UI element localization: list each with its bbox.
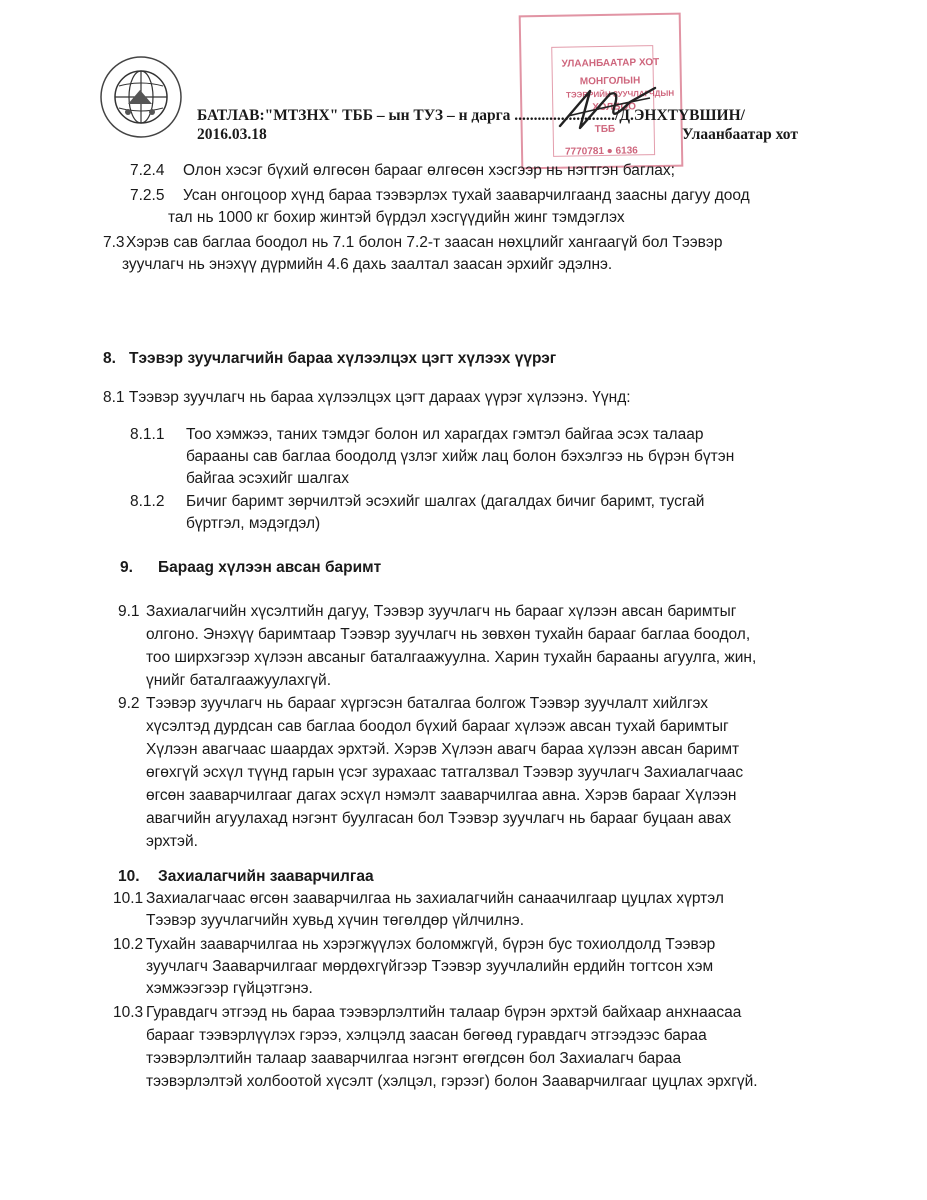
- clause-10-3-line4: тээвэрлэлтэй холбоотой хүсэлт (хэлцэл, гэрээг) болон Зааварчилгааг цуцлах эрхгүй.: [146, 1073, 758, 1090]
- clause-9-1-line2: олгоно. Энэхүү баримтаар Тээвэр зуучлагч нь зөвхөн тухайн бараaг баглаа боодол,: [146, 626, 751, 643]
- clause-8-1: 8.1 Тээвэр зуучлагч нь бараа хүлээлцэх цэгт дараах үүрэг хүлээнэ. Үүнд:: [103, 389, 631, 406]
- clause-9-2-number: 9.2: [118, 695, 140, 712]
- clause-7-2-4-number: 7.2.4: [130, 162, 165, 179]
- clause-7-2-5-line2: тал нь 1000 кг бохир жинтэй бүрдэл хэсгүүдийн жинг тэмдэглэх: [168, 209, 625, 226]
- section-8-number: 8.: [103, 350, 116, 367]
- clause-7-3-line2: зуучлагч нь энэхүү дүрмийн 4.6 дахь заалтал заасан эрхийг эдэлнэ.: [122, 256, 613, 273]
- clause-9-1-line1: Захиалагчийн хүсэлтийн дагуу, Тээвэр зуучлагч нь бараaг хүлээн авсан баримтыг: [146, 603, 737, 620]
- clause-8-1-2-number: 8.1.2: [130, 493, 165, 510]
- clause-7-2-5-line1: Усан онгоцоор хүнд бараа тээвэрлэх тухай зааварчилгаанд заасны дагуу доод: [183, 187, 750, 204]
- clause-10-3-line3: тээвэрлэлтийн талаар зааварчилгаа нэгэнт өгөгдсөн бол Захиалагч бараа: [146, 1050, 682, 1067]
- clause-10-2-line3: хэмжээгээр гүйцэтгэнэ.: [146, 980, 313, 997]
- section-9-number: 9.: [120, 559, 133, 576]
- stamp-line3: ТЭЭВРИЙН ЗУУЧЛАГЧДЫН: [565, 88, 675, 100]
- clause-10-1-line1: Захиалагчаас өгсөн зааварчилгаа нь захиалагчийн санаачилгаар цуцлах хүртэл: [146, 890, 724, 907]
- clause-10-2-line1: Тухайн зааварчилгаа нь хэрэгжүүлэх боломжгүй, бүрэн бус тохиолдолд Тээвэр: [146, 936, 716, 953]
- stamp-line2: МОНГОЛЫН: [579, 75, 641, 88]
- clause-9-1-line3: тоо ширхэгээр хүлээн авсаныг баталгаажуулна. Харин тухайн барааны агуулга, жин,: [146, 649, 757, 666]
- approval-date: 2016.03.18: [197, 126, 267, 143]
- clause-10-2-number: 10.2: [113, 936, 144, 953]
- globe-logo-icon: [98, 54, 184, 140]
- clause-7-3-number: 7.3: [103, 234, 125, 251]
- stamp-line5: 7770781 ● 6136: [564, 145, 638, 158]
- clause-10-3-line2: бараaг тээвэрлүүлэх гэрээ, хэлцэлд заасан бөгөөд гуравдагч этгээдээс бараа: [146, 1027, 707, 1044]
- clause-7-2-4-text: Олон хэсэг бүхий өлгөсөн барааг өлгөсөн хэсгээр нь нэгтгэн баглах;: [183, 162, 675, 179]
- clause-7-2-5-number: 7.2.5: [130, 187, 165, 204]
- section-10-title: Захиалагчийн зааварчилгаа: [158, 868, 374, 885]
- clause-9-2-line6: авагчийн агуулахад нэгэнт буулгасан бол Тээвэр зуучлагч нь бараaг буцаан авах: [146, 810, 732, 827]
- clause-10-1-number: 10.1: [113, 890, 144, 907]
- clause-9-2-line5: өгсөн зааварчилгааг дагах эсхүл нэмэлт зааварчилгаа авна. Хэрэв бараaг Хүлээн: [146, 787, 737, 804]
- clause-9-2-line2: хүсэлтэд дурдсан сав баглаа боодол бүхий бараaг хүлээж авсан тухай баримтыг: [146, 718, 729, 735]
- clause-9-2-line4: өгөхгүй эсхүл түүнд гарын үсэг зурахаас татгалзвал Тээвэр зуучлагч Захиалагчаас: [146, 764, 744, 781]
- approval-text: БАТЛАВ:"МТЗНХ" ТББ – ын ТУЗ – н дарга: [197, 107, 511, 124]
- clause-8-1-1-line3: байгаа эсэхийг шалгах: [186, 470, 350, 487]
- clause-10-2-line2: зуучлагч Зааварчилгааг мөрдөхгүйгээр Тээвэр зуучлалийн ердийн тогтсон хэм: [146, 958, 714, 975]
- clause-10-3-number: 10.3: [113, 1004, 144, 1021]
- stamp-line1: УЛААНБААТАР ХОТ: [561, 56, 660, 70]
- clause-9-2-line1: Тээвэр зуучлагч нь бараaг хүргэсэн баталгаа болгож Тээвэр зуучлалт хийлгэх: [146, 695, 708, 712]
- clause-10-1-line2: Тээвэр зуучлагчийн хувьд хүчин төгөлдөр үйлчилнэ.: [146, 912, 524, 929]
- approval-line: [197, 107, 745, 125]
- clause-10-3-line1: Гуравдагч этгээд нь бараа тээвэрлэлтийн талаар бүрэн эрхтэй байхаар анхнаасаа: [146, 1004, 742, 1021]
- clause-8-1-2-line2: бүртгэл, мэдэгдэл): [186, 515, 321, 532]
- organization-logo: [98, 54, 184, 140]
- approval-city: Улаанбаатар хот: [682, 126, 798, 143]
- section-8-title: Тээвэр зуучлагчийн бараа хүлээлцэх цэгт хүлээх үүрэг: [129, 350, 557, 367]
- stamp-line4: ХОЛБОО: [592, 101, 637, 114]
- signer-name: /Д.ЭНХТҮВШИН/: [615, 107, 745, 124]
- section-10-number: 10.: [118, 868, 140, 885]
- section-9-title: Бараag хүлээн авсан баримт: [158, 559, 382, 576]
- clause-9-2-line3: Хүлээн авагчаас шаардах эрхтэй. Хэрэв Хүлээн авагч бараа хүлээн авсан баримт: [146, 741, 740, 758]
- clause-9-1-number: 9.1: [118, 603, 140, 620]
- clause-8-1-1-line1: Тоо хэмжээ, таних тэмдэг болон ил харагдах гэмтэл байгаа эсэх талаар: [186, 426, 704, 443]
- clause-8-1-1-number: 8.1.1: [130, 426, 165, 443]
- clause-8-1-1-line2: барааны сав баглаа боодолд үзлэг хийж лац болон бэхэлгээ нь бүрэн бүтэн: [186, 448, 735, 465]
- clause-8-1-2-line1: Бичиг баримт зөрчилтэй эсэхийг шалгах (дагалдах бичиг баримт, тусгай: [186, 493, 705, 510]
- signature-dots: ..........................: [514, 107, 616, 124]
- clause-9-1-line4: үнийг баталгаажуулахгүй.: [146, 672, 332, 689]
- stamp-line6: ТББ: [594, 123, 616, 136]
- clause-9-2-line7: эрхтэй.: [146, 833, 198, 850]
- clause-7-3-line1: Хэрэв сав баглаа боодол нь 7.1 болон 7.2-т заасан нөхцлийг хангаагүй бол Тээвэр: [126, 234, 723, 251]
